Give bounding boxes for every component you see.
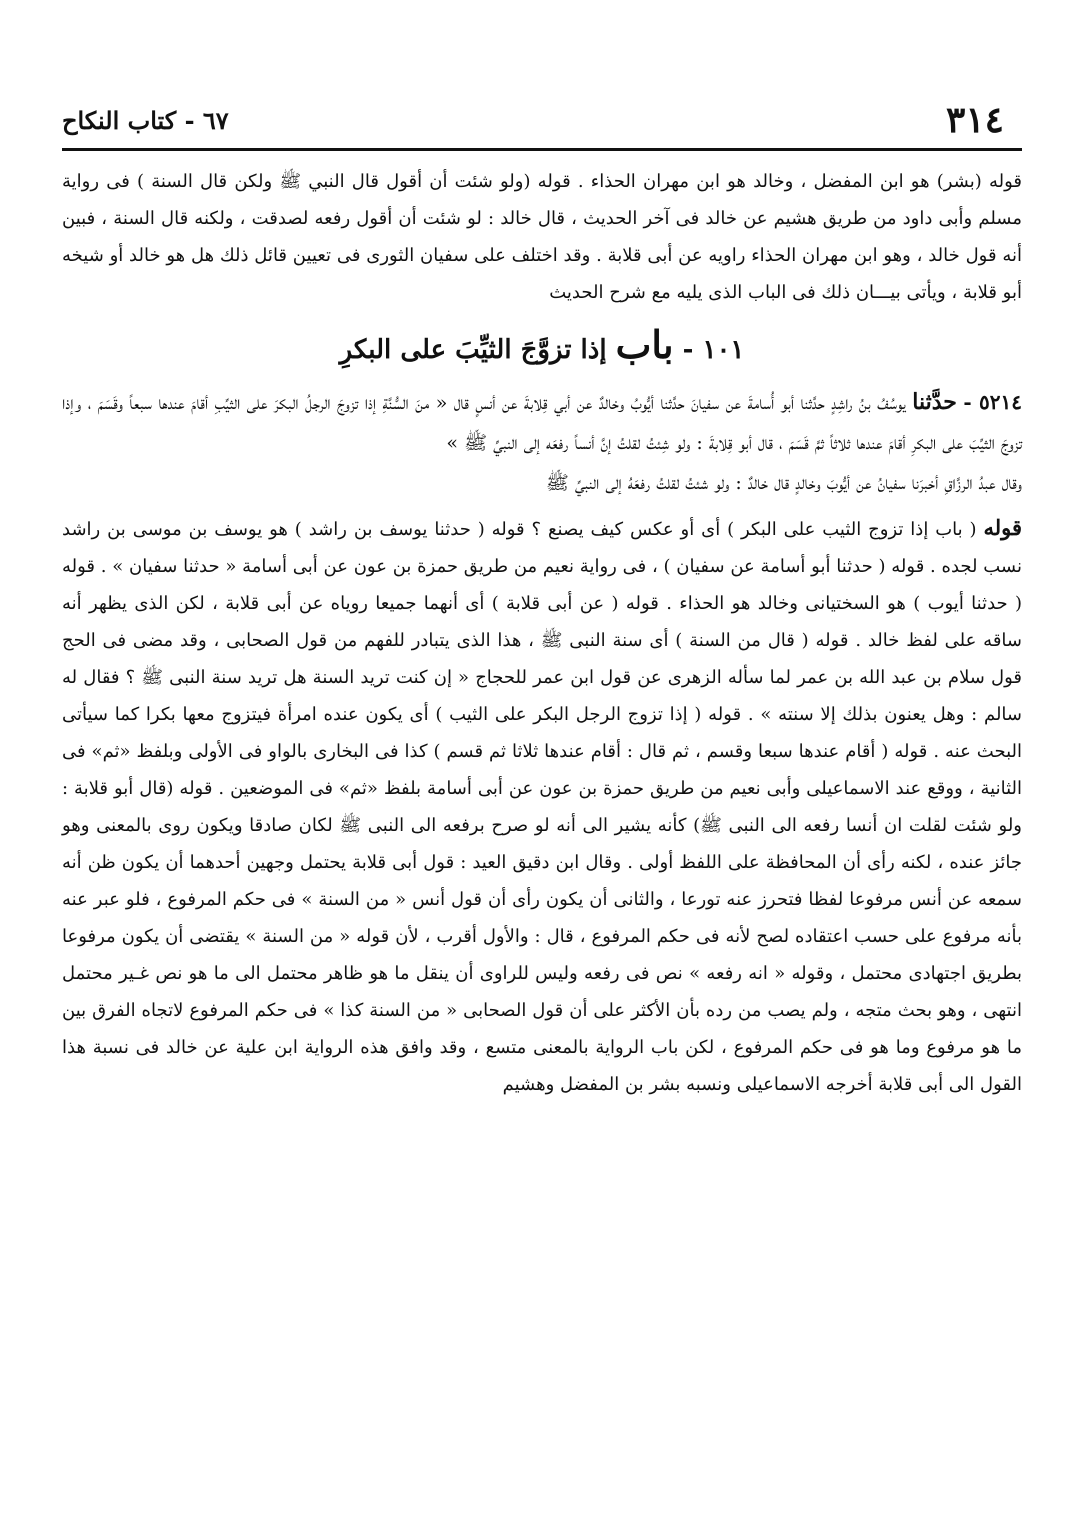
- chapter-title: إذا تزوَّجَ الثيِّبَ على البكرِ: [339, 335, 607, 365]
- hadith-addition-paragraph: [62, 463, 1022, 503]
- hadith-number: ٥٢١٤ -: [963, 390, 1022, 414]
- main-commentary-lead: قوله: [983, 515, 1022, 540]
- hadith-lead-word: حدَّثنا: [912, 389, 957, 415]
- hadith-text: يوسُفُ بنُ راشِدٍ حدَّثنا أبو أُسامةَ عن سفيانَ حدَّثنا أيُّوبُ وخالدٌ عن أبي قِلابةَ عن أنسٍ قال « منَ السُّنَّةِ إذا تزوجَ الرجلُ البكرَ على الثيِّبِ أقامَ عندها سبعاً وقَسَمَ ، وإذا تزوجَ الثيِّبَ على البكرِ أقامَ عندها ثلاثاً ثمَّ قَسَمَ ، قال أبو قِلابةَ : ولو شِئتُ لقلتُ إنَّ أنساً رفعَه إلى النبيِّ ﷺ »: [62, 392, 1022, 454]
- chapter-number: ١٠١ -: [682, 335, 745, 365]
- top-commentary-text: قوله (بشر) هو ابن المفضل ، وخالد هو ابن مهران الحذاء . قوله (ولو شئت أن أقول قال النبي ﷺ ولكن قال السنة ) فى رواية مسلم وأبى داود من طريق هشيم عن خالد فى آخر الحديث ، قال خالد : لو شئت أن أقول رفعه لصدقت ، ولكنه قال السنة ، فبين أنه قول خالد ، وهو ابن مهران الحذاء راويه عن أبى قلابة . وقد اختلف على سفيان الثورى فى تعيين قائل ذلك هل هو خالد أو شيخه أبو قلابة ، ويأتى بيـــان ذلك فى الباب الذى يليه مع شرح الحديث: [62, 171, 1022, 303]
- hadith-addition-text: وقال عبدُ الرزَّاقِ أخبرَنا سفيانُ عن أيُّوبَ وخالدٍ قال خالدٌ : ولو شئتُ لقلتُ رفعَهُ إلى النبيِّ ﷺ: [545, 472, 1022, 494]
- top-commentary-paragraph: [62, 163, 1022, 311]
- hadith-paragraph: [62, 382, 1022, 463]
- page-number: ٣١٤: [945, 99, 1004, 141]
- main-commentary-text: ( باب إذا تزوج الثيب على البكر ) أى أو عكس كيف يصنع ؟ قوله ( حدثنا يوسف بن راشد ) هو يوسف بن موسى بن راشد نسب لجده . قوله ( حدثنا أبو أسامة عن سفيان ) ، فى رواية نعيم من طريق حمزة بن عون عن أبى أسامة « حدثنا سفيان » . قوله ( حدثنا أيوب ) هو السختيانى وخالد هو الحذاء . قوله ( عن أبى قلابة ) أى أنهما جميعا روياه عن أبى قلابة ، لكن الذى يظهر أنه ساقه على لفظ خالد . قوله ( قال من السنة ) أى سنة النبى ﷺ ، هذا الذى يتبادر للفهم من قول الصحابى ، وقد مضى فى الحج قول سلام بن عبد الله بن عمر لما سأله الزهرى عن قول ابن عمر للحجاج « إن كنت تريد السنة هل تريد سنة النبى ﷺ ؟ فقال له سالم : وهل يعنون بذلك إلا سنته » . قوله ( إذا تزوج الرجل البكر على الثيب ) أى يكون عنده امرأة فيتزوج معها بكرا كما سيأتى البحث عنه . قوله ( أقام عندها سبعا وقسم ، ثم قال : أقام عندها ثلاثا ثم قسم ) كذا فى البخارى بالواو فى الأولى وبلفظ «ثم» فى الثانية ، ووقع عند الاسماعيلى وأبى نعيم من طريق حمزة بن عون عن أبى أسامة بلفظ «ثم» فى الموضعين . قوله (قال أبو قلابة : ولو شئت لقلت ان أنسا رفعه الى النبى ﷺ) كأنه يشير الى أنه لو صرح برفعه الى النبى ﷺ لكان صادقا ويكون روى بالمعنى وهو جائز عنده ، لكنه رأى أن المحافظة على اللفظ أولى . وقال ابن دقيق العيد : قول أبى قلابة يحتمل وجهين أحدهما أن يكون ظن أنه سمعه عن أنس مرفوعا لفظا فتحرز عنه تورعا ، والثانى أن يكون رأى أن قول أنس « من السنة » فى حكم المرفوع ، فلو عبر عنه بأنه مرفوع على حسب اعتقاده لصح لأنه فى حكم المرفوع ، قال : والأول أقرب ، لأن قوله « من السنة » يقتضى أن يكون مرفوعا بطريق اجتهادى محتمل ، وقوله « انه رفعه » نص فى رفعه وليس للراوى أن ينقل ما هو ظاهر محتمل الى ما هو نص غـير محتمل انتهى ، وهو بحث متجه ، ولم يصب من رده بأن الأكثر على أن قول الصحابى « من السنة كذا » فى حكم المرفوع لاتجاه الفرق بين ما هو مرفوع وما هو فى حكم المرفوع ، لكن باب الرواية بالمعنى متسع ، وقد وافق هذه الرواية ابن علية عن خالد فى نسبة هذا القول الى أبى قلابة أخرجه الاسماعيلى ونسبه بشر بن المفضل وهشيم: [62, 519, 1022, 1095]
- running-title: ٦٧ - كتاب النكاح: [62, 106, 229, 135]
- page-header: [62, 92, 1022, 151]
- chapter-word: باب: [615, 322, 674, 367]
- book-page: [62, 92, 1022, 1103]
- chapter-heading: [62, 317, 1022, 378]
- main-commentary-paragraph: [62, 509, 1022, 1103]
